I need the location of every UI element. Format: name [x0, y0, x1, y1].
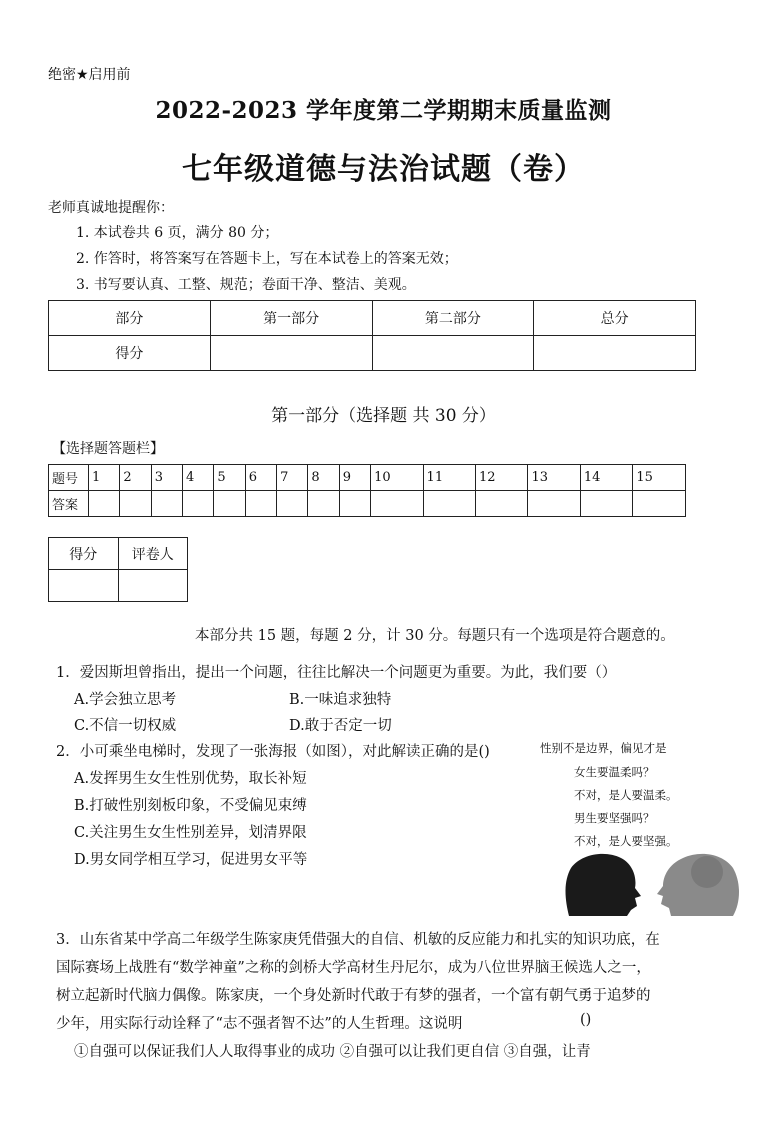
confidential-mark: 绝密★启用前: [48, 67, 131, 83]
answer-cell[interactable]: [633, 491, 686, 517]
part1-instructions: 本部分共 15 题，每题 2 分，计 30 分。每题只有一个选项是符合题意的。: [195, 628, 675, 644]
note-item: 2. 作答时，将答案写在答题卡上，写在本试卷上的答案无效；: [76, 251, 458, 267]
answer-cell[interactable]: [151, 491, 182, 517]
question-number: 5: [214, 465, 245, 491]
answer-cell[interactable]: [528, 491, 580, 517]
score-row-label: 得分: [49, 336, 211, 371]
male-head-silhouette: [566, 854, 642, 916]
poster-slogan: 性别不是边界，偏见才是: [540, 741, 667, 755]
poster-line: 男生要坚强吗？: [574, 811, 655, 825]
answer-cell[interactable]: [214, 491, 245, 517]
score-header: 部分: [49, 301, 211, 336]
question-1-option-d: D.敢于否定一切: [289, 718, 392, 734]
answer-cell[interactable]: [245, 491, 276, 517]
poster-line: 女生要温柔吗？: [574, 765, 655, 779]
answer-cell[interactable]: [120, 491, 151, 517]
answer-table: [48, 464, 686, 517]
question-number: 7: [277, 465, 308, 491]
score-header: 第一部分: [210, 301, 372, 336]
question-2-option-c: C.关注男生女生性别差异，划清界限: [74, 825, 307, 841]
grader-name-cell[interactable]: [118, 570, 188, 602]
question-number: 8: [308, 465, 339, 491]
answer-cell[interactable]: [277, 491, 308, 517]
question-2-option-b: B.打破性别刻板印象，不受偏见束缚: [74, 798, 307, 814]
answer-cell[interactable]: [339, 491, 370, 517]
head-silhouettes-image: [557, 850, 747, 920]
answer-cell[interactable]: [371, 491, 423, 517]
question-number: 1: [89, 465, 120, 491]
question-number: 10: [371, 465, 423, 491]
question-1-option-b: B.一味追求独特: [289, 692, 392, 708]
question-2-option-a: A.发挥男生女生性别优势，取长补短: [74, 771, 307, 787]
score-cell[interactable]: [210, 336, 372, 371]
female-hair-texture: [691, 856, 723, 888]
note-item: 3. 书写要认真、工整、规范；卷面干净、整洁、美观。: [76, 277, 416, 293]
question-2-stem: 2．小可乘坐电梯时，发现了一张海报（如图），对此解读正确的是(): [56, 744, 490, 760]
score-header: 第二部分: [372, 301, 534, 336]
answer-cell[interactable]: [423, 491, 475, 517]
question-3-line: 3．山东省某中学高二年级学生陈家庚凭借强大的自信、机敏的反应能力和扎实的知识功底，在: [56, 932, 660, 948]
note-item: 1. 本试卷共 6 页，满分 80 分；: [76, 225, 279, 241]
question-1-stem: 1．爱因斯坦曾指出，提出一个问题，往往比解决一个问题更为重要。为此，我们要（）: [56, 665, 617, 681]
question-2-option-d: D.男女同学相互学习，促进男女平等: [74, 852, 308, 868]
question-3-answer-blank: (): [580, 1012, 592, 1028]
poster-line: 不对，是人要温柔。: [574, 788, 678, 802]
question-3-line: 国际赛场上战胜有“数学神童”之称的剑桥大学高材生丹尼尔，成为八位世界脑王候选人之一，: [56, 960, 651, 976]
question-3-line: 少年，用实际行动诠释了“志不强者智不达”的人生哲理。这说明: [56, 1016, 463, 1032]
gender-poster: [540, 738, 747, 918]
answer-cell[interactable]: [308, 491, 339, 517]
score-cell[interactable]: [534, 336, 696, 371]
question-number: 6: [245, 465, 276, 491]
part1-heading: 第一部分（选择题 共 30 分）: [271, 406, 496, 426]
notes-intro: 老师真诚地提醒你：: [48, 200, 174, 216]
answer-cell[interactable]: [89, 491, 120, 517]
exam-title: 2022-2023 学年度第二学期期末质量监测: [155, 97, 612, 124]
answer-cell[interactable]: [580, 491, 632, 517]
answer-cell[interactable]: [183, 491, 214, 517]
question-1-option-a: A.学会独立思考: [74, 692, 177, 708]
question-3-line: 树立起新时代脑力偶像。陈家庚，一个身处新时代敢于有梦的强者，一个富有朝气勇于追梦的: [56, 988, 651, 1004]
question-number: 12: [476, 465, 528, 491]
question-3-options: ①自强可以保证我们人人取得事业的成功 ②自强可以让我们更自信 ③自强，让青: [74, 1044, 591, 1060]
question-number: 3: [151, 465, 182, 491]
grader-name-label: 评卷人: [118, 538, 188, 570]
score-header: 总分: [534, 301, 696, 336]
score-table: [48, 300, 696, 371]
question-number: 4: [183, 465, 214, 491]
grader-score-cell[interactable]: [49, 570, 119, 602]
answer-bar-title: 【选择题答题栏】: [52, 441, 164, 457]
answer-row-label: 答案: [49, 491, 89, 517]
poster-line: 不对，是人要坚强。: [574, 834, 678, 848]
answer-row-label: 题号: [49, 465, 89, 491]
question-number: 15: [633, 465, 686, 491]
score-cell[interactable]: [372, 336, 534, 371]
question-number: 2: [120, 465, 151, 491]
question-number: 9: [339, 465, 370, 491]
question-1-option-c: C.不信一切权威: [74, 718, 177, 734]
question-number: 14: [580, 465, 632, 491]
answer-cell[interactable]: [476, 491, 528, 517]
grader-table: [48, 537, 188, 602]
question-number: 11: [423, 465, 475, 491]
exam-subtitle: 七年级道德与法治试题（卷）: [182, 152, 585, 187]
question-number: 13: [528, 465, 580, 491]
grader-score-label: 得分: [49, 538, 119, 570]
